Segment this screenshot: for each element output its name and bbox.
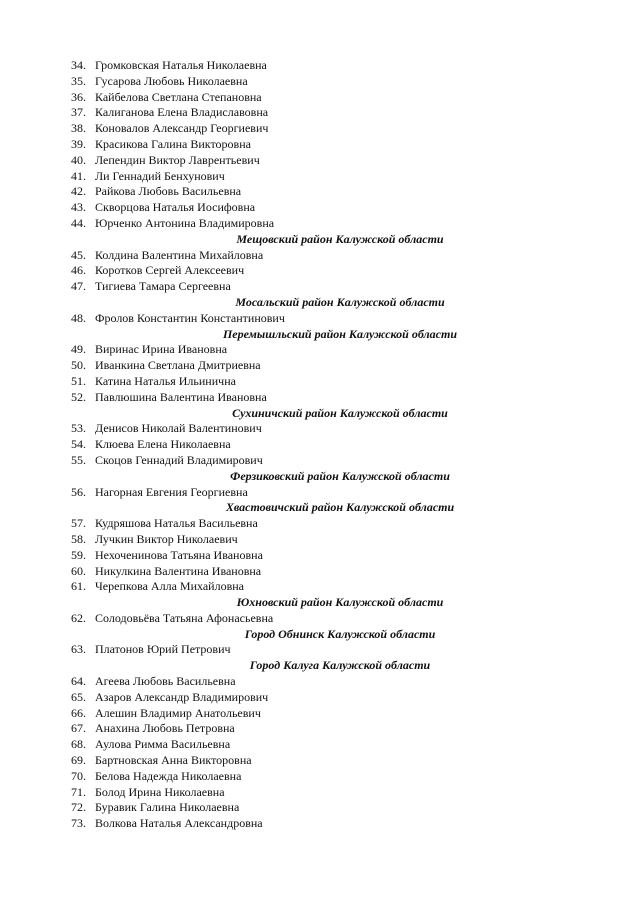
- list-item: [0, 342, 640, 358]
- list-item-name: Тигиева Тамара Сергеевна: [95, 279, 231, 294]
- list-item-name: Скворцова Наталья Иосифовна: [95, 200, 256, 215]
- list-item-name: Катина Наталья Ильинична: [95, 373, 236, 388]
- list-item: [0, 753, 640, 769]
- list-item-number: 34.: [71, 58, 86, 72]
- list-item-number: 58.: [71, 531, 86, 546]
- list-item: [0, 674, 640, 690]
- list-item-number: 35.: [71, 73, 86, 88]
- list-item-name: Бартновская Анна Викторовна: [95, 753, 252, 768]
- list-item-name: Кудряшова Наталья Васильевна: [95, 516, 258, 531]
- list-item: [0, 184, 640, 200]
- list-item: [0, 390, 640, 406]
- list-item: [0, 737, 640, 753]
- list-item-name: Анахина Любовь Петровна: [95, 721, 235, 736]
- list-item-number: 42.: [71, 184, 86, 199]
- list-item-name: Агеева Любовь Васильевна: [95, 674, 236, 689]
- list-item-number: 72.: [71, 800, 86, 815]
- section-heading: Ферзиковский район Калужской области: [230, 468, 450, 483]
- list-item-name: Коновалов Александр Георгиевич: [95, 121, 269, 136]
- list-item-number: 67.: [71, 721, 86, 736]
- list-item-number: 69.: [71, 753, 86, 768]
- list-item-name: Виринас Ирина Ивановна: [95, 342, 228, 357]
- list-item: [0, 248, 640, 264]
- list-item-name: Калиганова Елена Владиславовна: [95, 105, 269, 120]
- list-item-name: Фролов Константин Константинович: [95, 310, 285, 325]
- list-item: [0, 611, 640, 627]
- list-item-number: 64.: [71, 674, 86, 689]
- list-item-number: 52.: [71, 389, 86, 404]
- list-item-number: 48.: [71, 310, 86, 325]
- list-item-name: Азаров Александр Владимирович: [95, 689, 269, 704]
- list-item-name: Иванкина Светлана Дмитриевна: [95, 358, 261, 373]
- list-item-number: 38.: [71, 121, 86, 136]
- document-page: [0, 58, 640, 832]
- list-item-name: Черепкова Алла Михайловна: [95, 579, 244, 594]
- list-item: [0, 437, 640, 453]
- list-item: [0, 453, 640, 469]
- list-item: [0, 74, 640, 90]
- list-item: [0, 58, 640, 74]
- list-item-number: 70.: [71, 768, 86, 783]
- list-item-number: 37.: [71, 105, 86, 120]
- section-heading: Город Калуга Калужской области: [249, 658, 431, 673]
- list-item-name: Аулова Римма Васильевна: [95, 737, 231, 752]
- list-item: [0, 800, 640, 816]
- list-item-name: Солодовьёва Татьяна Афонасьевна: [95, 610, 274, 625]
- list-item-number: 54.: [71, 437, 86, 452]
- list-item-name: Денисов Николай Валентинович: [95, 421, 262, 436]
- list-item: [0, 153, 640, 169]
- list-item-number: 60.: [71, 563, 86, 578]
- section-heading: Перемышльский район Калужской области: [222, 326, 458, 341]
- list-item-name: Райкова Любовь Васильевна: [95, 184, 242, 199]
- list-item: [0, 374, 640, 390]
- list-item-number: 49.: [71, 342, 86, 357]
- list-item: [0, 769, 640, 785]
- list-item-number: 44.: [71, 215, 86, 230]
- section-heading: Мещовский район Калужской области: [236, 231, 444, 246]
- list-item-name: Ли Геннадий Бенхунович: [95, 168, 225, 183]
- list-item: [0, 690, 640, 706]
- list-item: [0, 816, 640, 832]
- list-item-number: 57.: [71, 516, 86, 531]
- list-item-name: Платонов Юрий Петрович: [95, 642, 231, 657]
- list-item-name: Белова Надежда Николаевна: [95, 768, 242, 783]
- list-item: [0, 516, 640, 532]
- list-item-number: 41.: [71, 168, 86, 183]
- list-item-number: 51.: [71, 373, 86, 388]
- list-item-number: 73.: [71, 816, 86, 831]
- list-item-name: Гусарова Любовь Николаевна: [95, 73, 248, 88]
- list-item-name: Павлюшина Валентина Ивановна: [95, 389, 267, 404]
- list-item-name: Нагорная Евгения Георгиевна: [95, 484, 248, 499]
- list-item-number: 39.: [71, 136, 86, 151]
- list-item-name: Скоцов Геннадий Владимирович: [95, 452, 263, 467]
- list-item-name: Юрченко Антонина Владимировна: [95, 215, 275, 230]
- section-heading: Юхновский район Калужской области: [236, 595, 444, 610]
- list-item: [0, 532, 640, 548]
- section-heading: Хвастовичский район Калужской области: [225, 500, 455, 515]
- list-item-number: 43.: [71, 200, 86, 215]
- section-heading: Город Обнинск Калужской области: [244, 626, 436, 641]
- list-item-name: Алешин Владимир Анатольевич: [95, 705, 261, 720]
- list-item: [0, 358, 640, 374]
- list-item-name: Красикова Галина Викторовна: [95, 136, 251, 151]
- list-item: [0, 706, 640, 722]
- list-item-name: Колдина Валентина Михайловна: [95, 247, 264, 262]
- list-item-name: Кайбелова Светлана Степановна: [95, 89, 262, 104]
- list-item-number: 55.: [71, 452, 86, 467]
- list-item: [0, 90, 640, 106]
- list-item-name: Лепендин Виктор Лаврентьевич: [95, 152, 260, 167]
- list-item-number: 71.: [71, 784, 86, 799]
- list-item: [0, 564, 640, 580]
- list-item: [0, 421, 640, 437]
- list-item: [0, 721, 640, 737]
- list-item-number: 53.: [71, 421, 86, 436]
- list-item: [0, 485, 640, 501]
- list-item: [0, 279, 640, 295]
- list-item-name: Нехоченинова Татьяна Ивановна: [95, 547, 263, 562]
- section-heading: Мосальский район Калужской области: [235, 294, 445, 309]
- list-item-number: 61.: [71, 579, 86, 594]
- section-heading: Сухиничский район Калужской области: [232, 405, 448, 420]
- list-item: [0, 579, 640, 595]
- list-item-number: 62.: [71, 610, 86, 625]
- list-item-name: Громковская Наталья Николаевна: [95, 58, 267, 72]
- list-item: [0, 311, 640, 327]
- list-item: [0, 216, 640, 232]
- list-item-number: 46.: [71, 263, 86, 278]
- list-item-name: Клюева Елена Николаевна: [95, 437, 231, 452]
- list-item-number: 50.: [71, 358, 86, 373]
- list-item-number: 65.: [71, 689, 86, 704]
- list-item-name: Коротков Сергей Алексеевич: [95, 263, 245, 278]
- list-item: [0, 137, 640, 153]
- list-item: [0, 642, 640, 658]
- list-item: [0, 548, 640, 564]
- list-item-number: 59.: [71, 547, 86, 562]
- list-item-number: 56.: [71, 484, 86, 499]
- list-item: [0, 121, 640, 137]
- list-item-number: 68.: [71, 737, 86, 752]
- list-item: [0, 105, 640, 121]
- list-item-name: Болод Ирина Николаевна: [95, 784, 225, 799]
- list-item-number: 40.: [71, 152, 86, 167]
- list-item: [0, 263, 640, 279]
- list-item-number: 47.: [71, 279, 86, 294]
- list-item-name: Никулкина Валентина Ивановна: [95, 563, 262, 578]
- list-item: [0, 169, 640, 185]
- list-item: [0, 785, 640, 801]
- list-item-number: 45.: [71, 247, 86, 262]
- list-item-name: Лучкин Виктор Николаевич: [95, 531, 238, 546]
- list-item-number: 66.: [71, 705, 86, 720]
- list-item: [0, 200, 640, 216]
- list-item-number: 63.: [71, 642, 86, 657]
- list-item-number: 36.: [71, 89, 86, 104]
- list-item-name: Волкова Наталья Александровна: [95, 816, 263, 831]
- list-item-name: Буравик Галина Николаевна: [95, 800, 240, 815]
